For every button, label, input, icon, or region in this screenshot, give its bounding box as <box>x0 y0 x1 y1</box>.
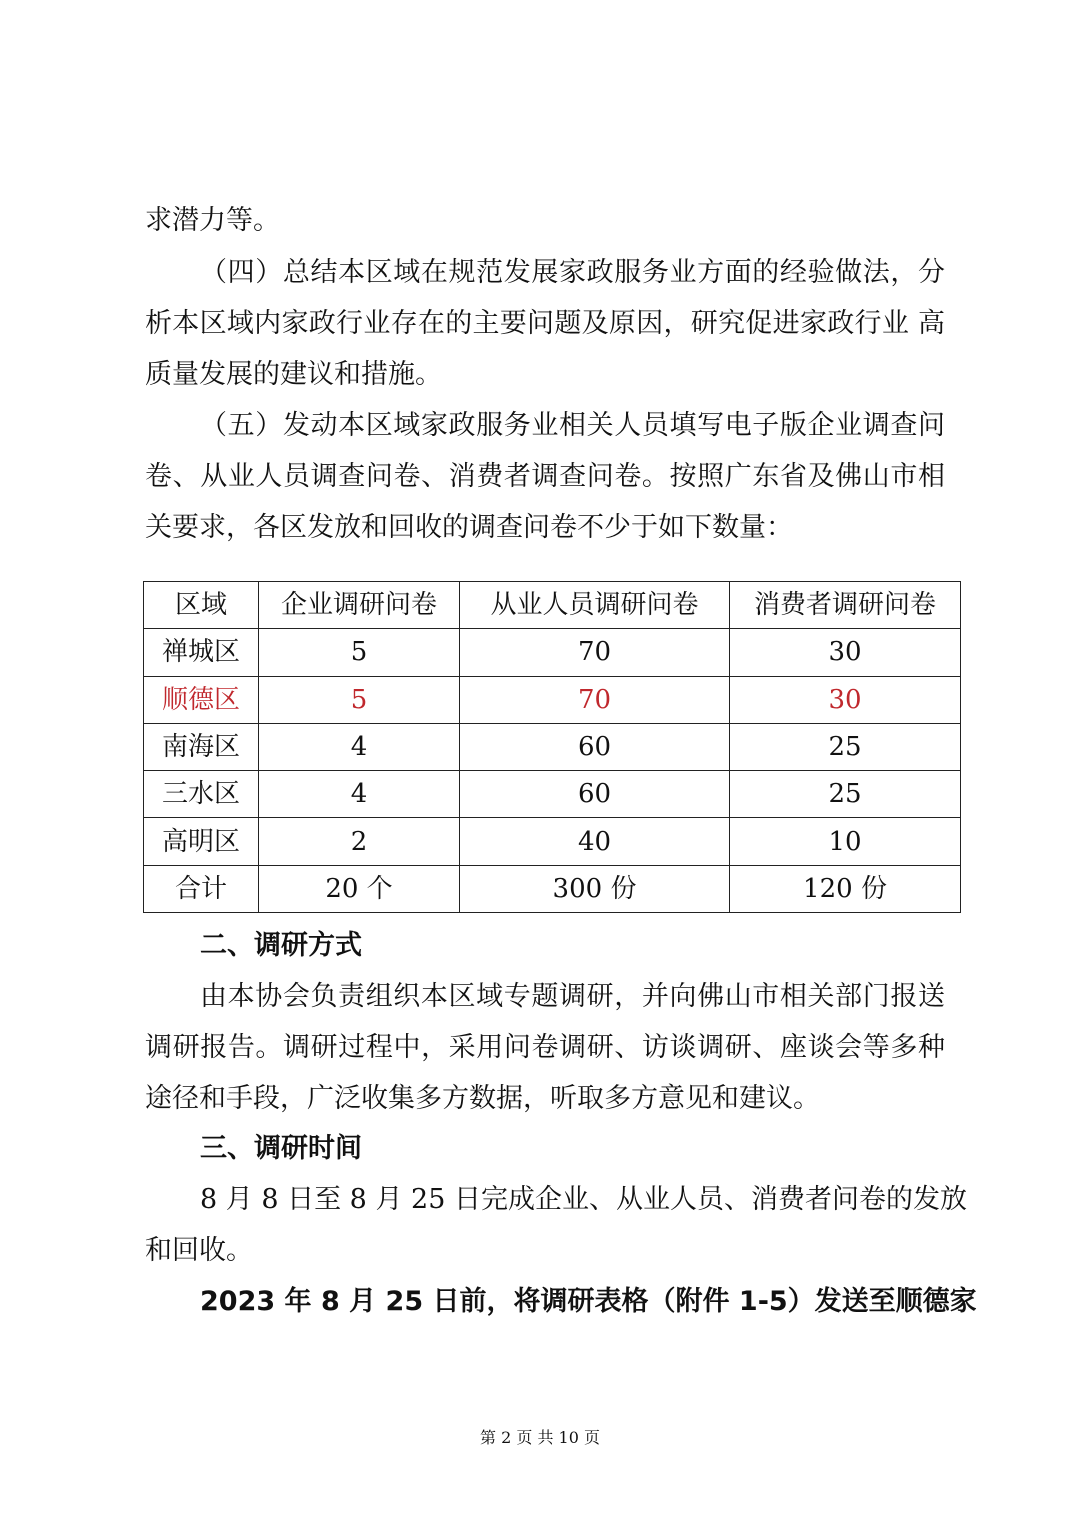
table-cell: 40 <box>460 818 730 865</box>
table-row <box>144 818 961 865</box>
table-header-cell: 企业调研问卷 <box>259 582 460 629</box>
section-heading: 二、调研方式 <box>200 930 362 961</box>
table-cell: 5 <box>259 676 460 723</box>
table-cell: 60 <box>460 723 730 770</box>
table-cell: 南海区 <box>144 723 259 770</box>
table-header-row <box>144 582 961 629</box>
paragraph-line: 卷、从业人员调查问卷、消费者调查问卷。按照广东省及佛山市相 <box>145 461 945 492</box>
table-total-row <box>144 865 961 912</box>
table-header-cell: 区域 <box>144 582 259 629</box>
paragraph-line: 和回收。 <box>145 1235 253 1266</box>
table-cell: 30 <box>730 676 961 723</box>
table-cell: 合计 <box>144 865 259 912</box>
table-cell: 10 <box>730 818 961 865</box>
paragraph-line: 求潜力等。 <box>145 205 280 236</box>
paragraph-line: 关要求，各区发放和回收的调查问卷不少于如下数量： <box>145 512 793 543</box>
paragraph-line-bold: 2023 年 8 月 25 日前，将调研表格（附件 1-5）发送至顺德家 <box>200 1286 977 1317</box>
paragraph-line: （五）发动本区域家政服务业相关人员填写电子版企业调查问 <box>200 410 945 441</box>
paragraph-line: 途径和手段，广泛收集多方数据，听取多方意见和建议。 <box>145 1083 820 1114</box>
paragraph-line: 调研报告。调研过程中，采用问卷调研、访谈调研、座谈会等多种 <box>145 1032 945 1063</box>
paragraph-line: 析本区域内家政行业存在的主要问题及原因，研究促进家政行业 高 <box>145 308 945 339</box>
table-header-cell: 从业人员调研问卷 <box>460 582 730 629</box>
paragraph-line: 由本协会负责组织本区域专题调研，并向佛山市相关部门报送 <box>200 981 945 1012</box>
table-cell: 禅城区 <box>144 629 259 676</box>
table-cell: 300 份 <box>460 865 730 912</box>
table-cell: 70 <box>460 676 730 723</box>
table-row-highlighted <box>144 676 961 723</box>
table-cell: 25 <box>730 771 961 818</box>
table-cell: 60 <box>460 771 730 818</box>
section-heading: 三、调研时间 <box>200 1133 362 1164</box>
table-cell: 30 <box>730 629 961 676</box>
paragraph-line: 质量发展的建议和措施。 <box>145 359 442 390</box>
survey-quota-table <box>143 581 960 913</box>
table-cell: 5 <box>259 629 460 676</box>
paragraph-line: 8 月 8 日至 8 月 25 日完成企业、从业人员、消费者问卷的发放 <box>200 1184 967 1215</box>
table-cell: 120 份 <box>730 865 961 912</box>
paragraph-line: （四）总结本区域在规范发展家政服务业方面的经验做法，分 <box>200 257 945 288</box>
table-cell: 高明区 <box>144 818 259 865</box>
table-row <box>144 771 961 818</box>
table-row <box>144 723 961 770</box>
table-header-cell: 消费者调研问卷 <box>730 582 961 629</box>
table-cell: 25 <box>730 723 961 770</box>
table-cell: 4 <box>259 723 460 770</box>
table-row <box>144 629 961 676</box>
table-cell: 三水区 <box>144 771 259 818</box>
table-cell: 20 个 <box>259 865 460 912</box>
table-cell: 2 <box>259 818 460 865</box>
table-cell: 4 <box>259 771 460 818</box>
page-number-footer: 第 2 页 共 10 页 <box>480 1428 600 1447</box>
table-cell: 70 <box>460 629 730 676</box>
table-cell: 顺德区 <box>144 676 259 723</box>
